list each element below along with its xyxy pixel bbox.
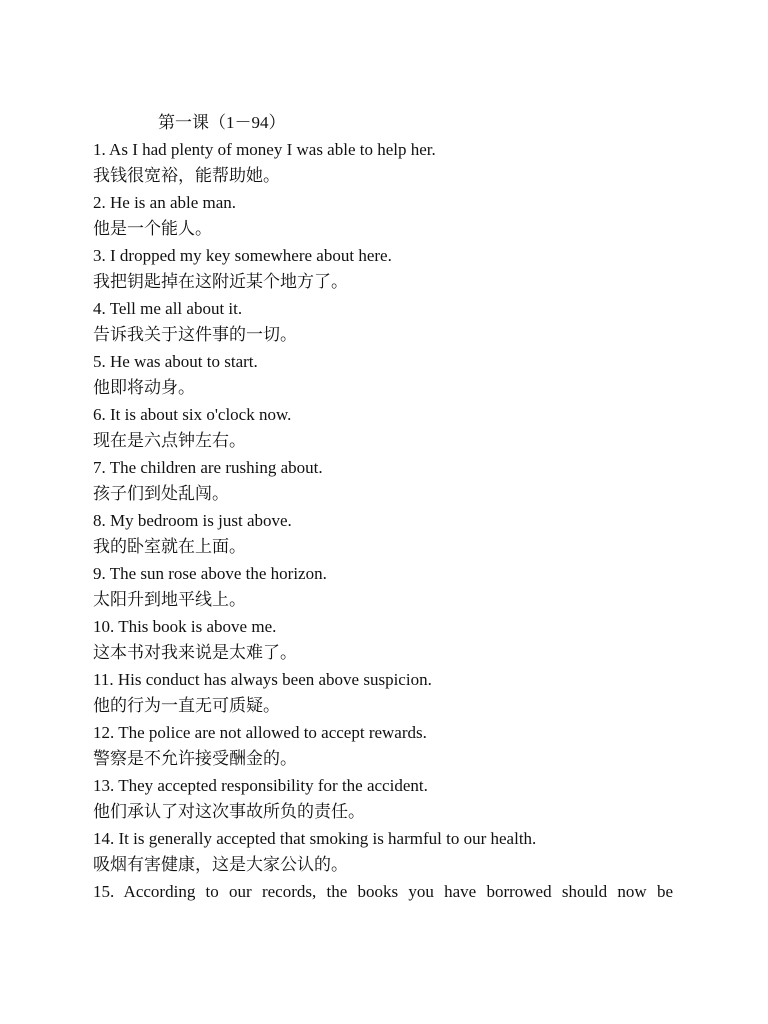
sentence-en-1: 1. As I had plenty of money I was able to help her. xyxy=(93,139,436,159)
sentence-en-5: 5. He was about to start. xyxy=(93,351,258,371)
sentence-en-9: 9. The sun rose above the horizon. xyxy=(93,563,327,583)
document-page xyxy=(93,110,673,905)
sentence-en-12: 12. The police are not allowed to accept rewards. xyxy=(93,722,427,742)
sentence-zh-2: 他是一个能人。 xyxy=(93,219,212,238)
sentence-en-14: 14. It is generally accepted that smoking is harmful to our health. xyxy=(93,828,537,848)
sentence-en-4: 4. Tell me all about it. xyxy=(93,298,243,318)
sentence-zh-12: 警察是不允许接受酬金的。 xyxy=(93,749,297,768)
sentence-en-11: 11. His conduct has always been above suspicion. xyxy=(93,669,432,689)
sentence-zh-9: 太阳升到地平线上。 xyxy=(93,590,246,609)
sentence-zh-10: 这本书对我来说是太难了。 xyxy=(93,643,297,662)
sentence-zh-1: 我钱很宽裕，能帮助她。 xyxy=(93,166,280,185)
sentence-zh-11: 他的行为一直无可质疑。 xyxy=(93,696,280,715)
sentence-en-7: 7. The children are rushing about. xyxy=(93,457,323,477)
sentence-zh-14: 吸烟有害健康，这是大家公认的。 xyxy=(93,855,348,874)
sentence-en-2: 2. He is an able man. xyxy=(93,192,237,212)
sentence-en-15: 15. According to our records, the books you have borrowed should now be xyxy=(93,881,673,901)
sentence-zh-8: 我的卧室就在上面。 xyxy=(93,537,246,556)
sentence-en-10: 10. This book is above me. xyxy=(93,616,277,636)
sentence-en-8: 8. My bedroom is just above. xyxy=(93,510,292,530)
sentence-zh-4: 告诉我关于这件事的一切。 xyxy=(93,325,297,344)
sentence-zh-5: 他即将动身。 xyxy=(93,378,195,397)
sentence-en-6: 6. It is about six o'clock now. xyxy=(93,404,292,424)
sentence-en-3: 3. I dropped my key somewhere about here. xyxy=(93,245,392,265)
lesson-title: 第一课（1－94） xyxy=(158,113,286,132)
sentence-en-13: 13. They accepted responsibility for the accident. xyxy=(93,775,428,795)
sentence-zh-6: 现在是六点钟左右。 xyxy=(93,431,246,450)
sentence-zh-7: 孩子们到处乱闯。 xyxy=(93,484,229,503)
sentence-zh-13: 他们承认了对这次事故所负的责任。 xyxy=(93,802,365,821)
sentence-zh-3: 我把钥匙掉在这附近某个地方了。 xyxy=(93,272,348,291)
